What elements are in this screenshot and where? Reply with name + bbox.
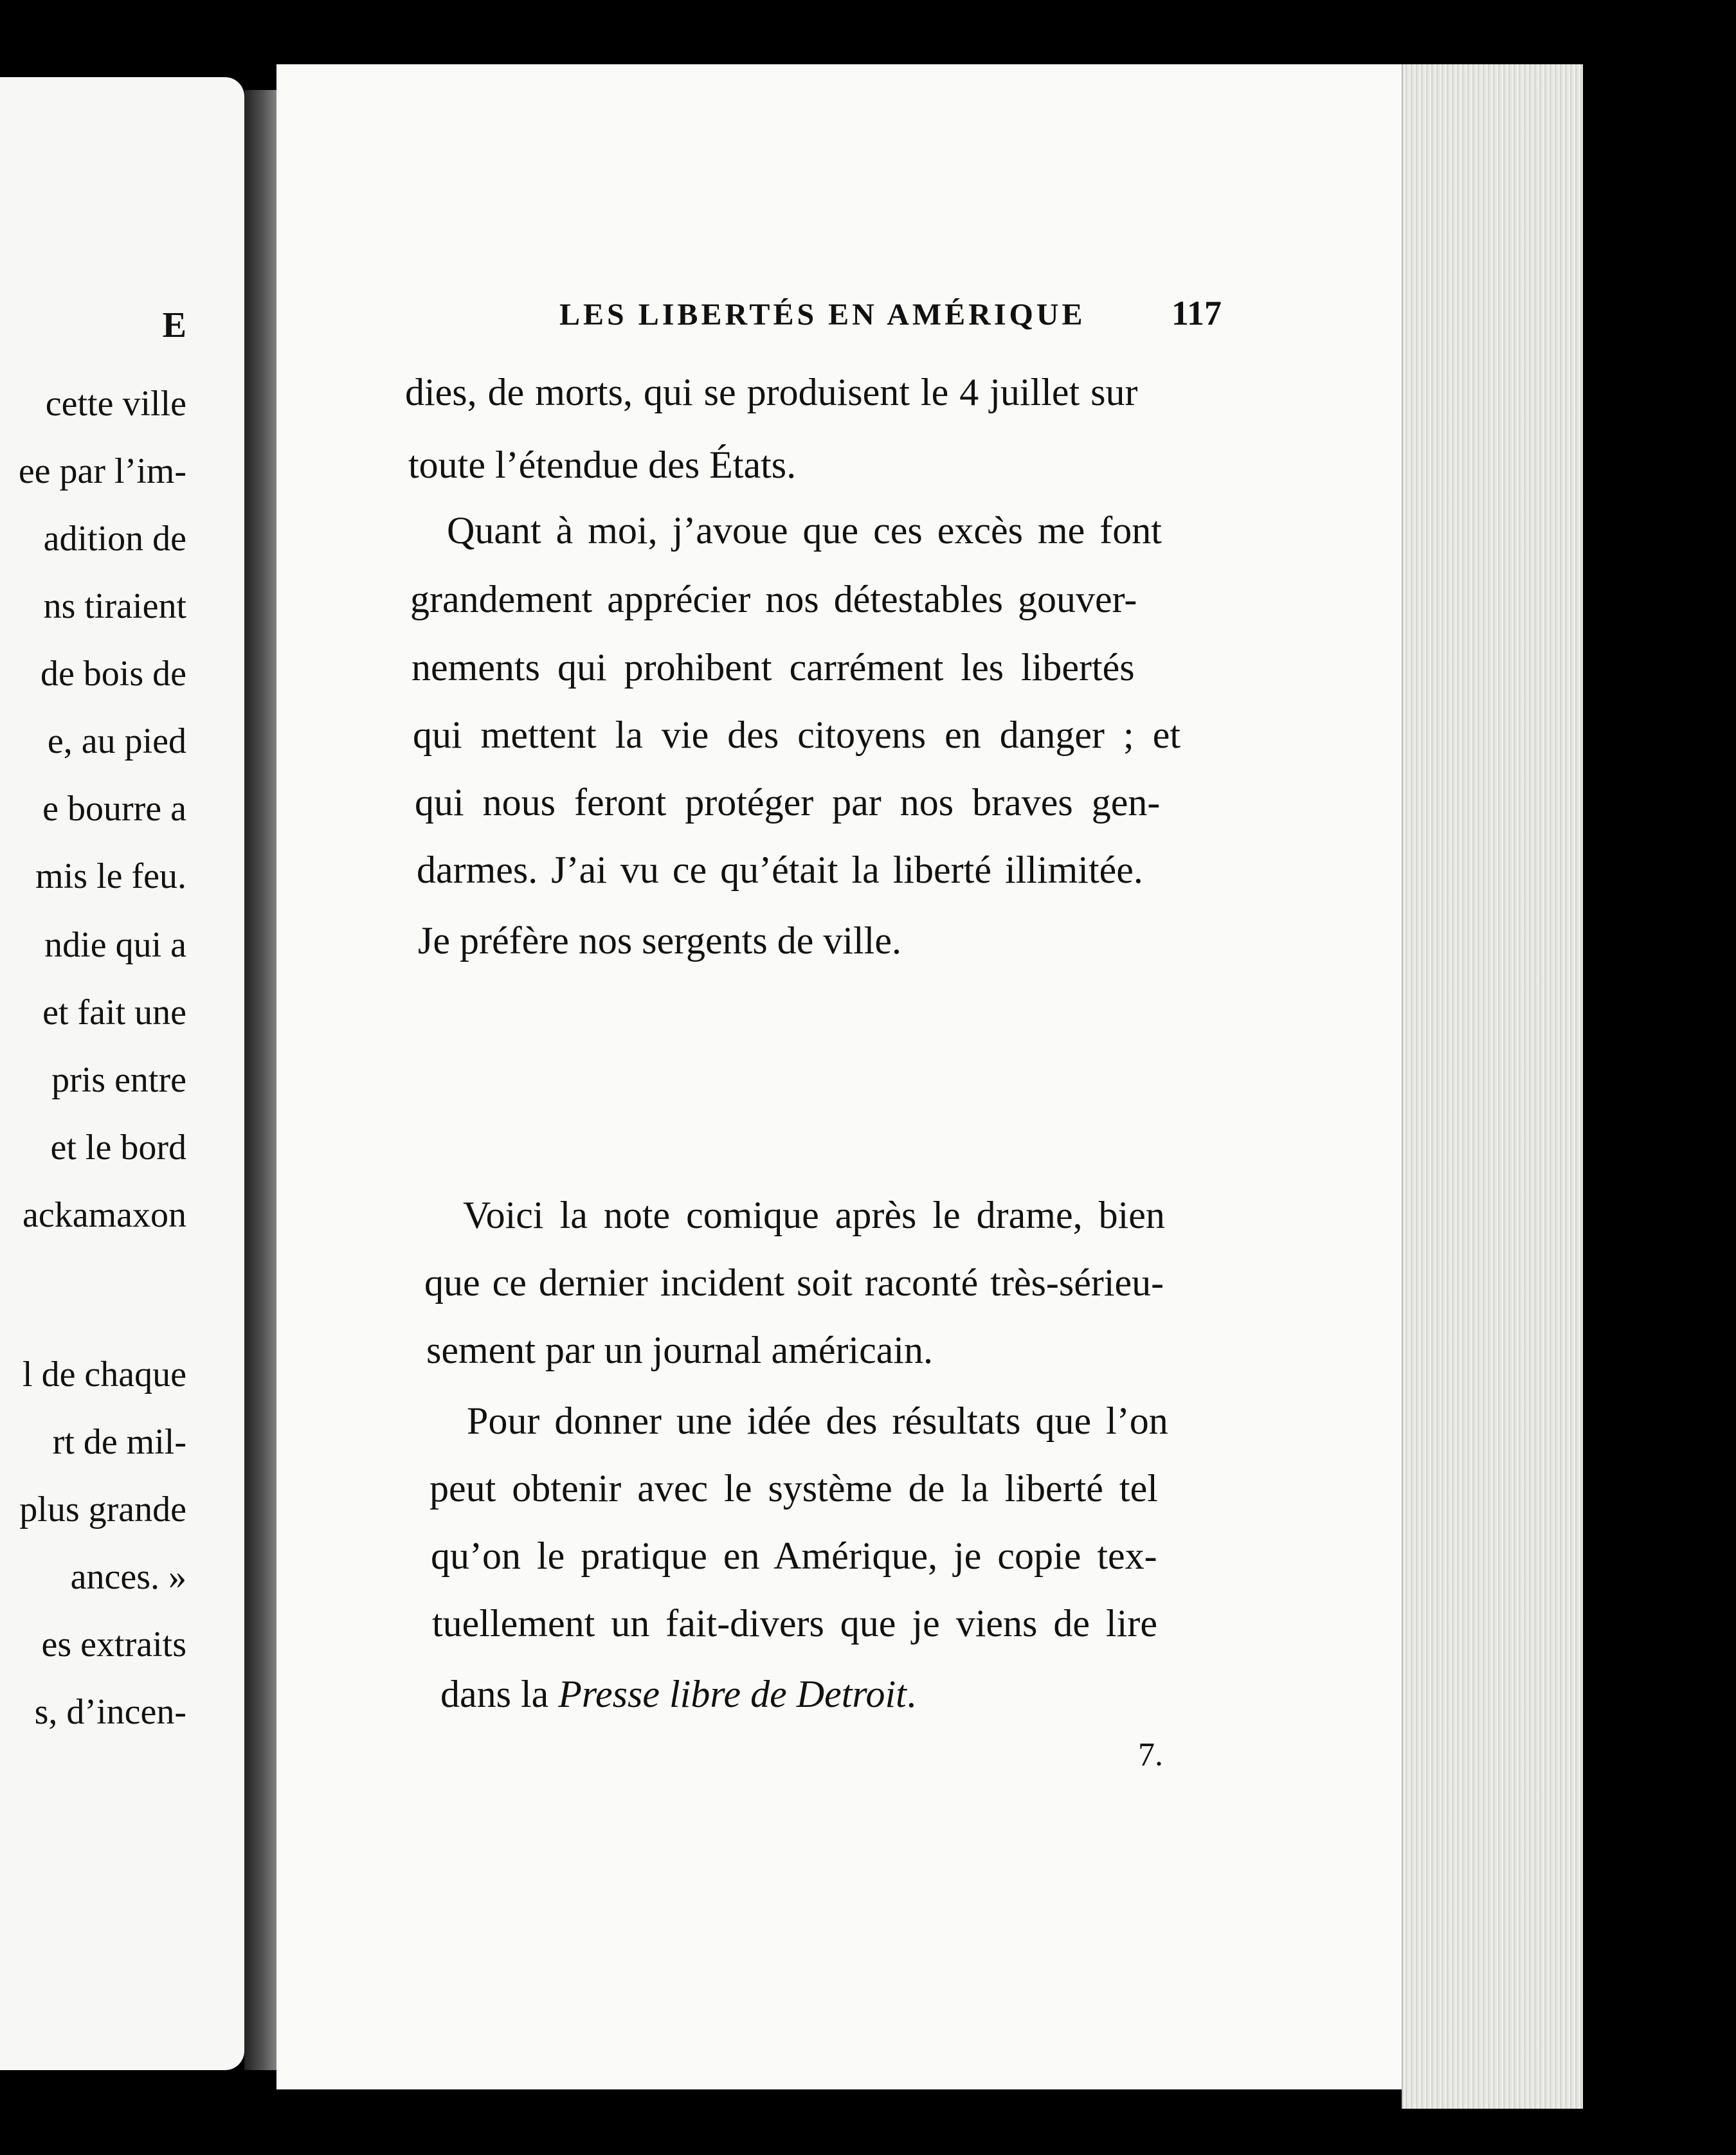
paragraph-line: Je préfère nos sergents de ville. bbox=[418, 919, 901, 962]
left-page-line: ee par l’im- bbox=[18, 451, 186, 491]
paragraph-line: toute l’étendue des États. bbox=[408, 444, 797, 486]
paragraph-line: grandement apprécier nos détestables gouver- bbox=[410, 578, 1137, 620]
paragraph-line: Pour donner une idée des résultats que l’on bbox=[467, 1400, 1168, 1442]
paragraph-line-punct: . bbox=[906, 1673, 916, 1715]
left-page-line: es extraits bbox=[41, 1625, 186, 1664]
newspaper-title: Presse libre de Detroit bbox=[558, 1673, 907, 1715]
paragraph-line bbox=[440, 1675, 916, 1713]
running-title: LES LIBERTÉS EN AMÉRIQUE bbox=[559, 298, 1086, 332]
paragraph-line: qui mettent la vie des citoyens en danger ; et bbox=[413, 714, 1180, 756]
paragraph-line: Voici la note comique après le drame, bien bbox=[463, 1194, 1165, 1236]
right-page bbox=[276, 64, 1415, 2089]
page-number: 117 bbox=[1171, 294, 1222, 332]
paragraph-line: Quant à moi, j’avoue que ces excès me font bbox=[447, 509, 1162, 552]
paragraph-line: que ce dernier incident soit raconté très-sérieu- bbox=[424, 1261, 1164, 1304]
left-page-line: cette ville bbox=[45, 384, 186, 424]
left-page-line: ances. » bbox=[70, 1557, 186, 1597]
paragraph-line: nements qui prohibent carrément les libertés bbox=[411, 646, 1135, 689]
left-page-line: de bois de bbox=[40, 654, 186, 694]
left-page-line: et le bord bbox=[50, 1128, 186, 1168]
left-page-line: ns tiraient bbox=[43, 586, 186, 626]
left-page-line: adition de bbox=[43, 519, 186, 559]
left-page-line: e bourre a bbox=[42, 789, 186, 829]
page-edges bbox=[1402, 64, 1583, 2109]
left-page-line: pris entre bbox=[51, 1060, 186, 1100]
left-page-line: ackamaxon bbox=[23, 1195, 186, 1235]
left-page-line: plus grande bbox=[19, 1490, 186, 1529]
paragraph-line: qui nous feront protéger par nos braves gen- bbox=[415, 781, 1161, 824]
left-page-line: rt de mil- bbox=[52, 1422, 186, 1462]
paragraph-line: darmes. J’ai vu ce qu’était la liberté illimitée. bbox=[417, 849, 1143, 891]
paragraph-line: peut obtenir avec le système de la liberté tel bbox=[429, 1467, 1158, 1510]
left-page-line: mis le feu. bbox=[35, 856, 186, 896]
paragraph-line: sement par un journal américain. bbox=[426, 1329, 934, 1371]
left-page-line: s, d’incen- bbox=[34, 1692, 186, 1732]
left-page-line: l de chaque bbox=[23, 1355, 186, 1394]
left-page-line: et fait une bbox=[42, 993, 186, 1032]
paragraph-line-text: dans la bbox=[440, 1673, 549, 1715]
left-page-line: e, au pied bbox=[47, 721, 186, 761]
paragraph-line: qu’on le pratique en Amérique, je copie tex- bbox=[431, 1535, 1157, 1577]
left-page bbox=[0, 77, 244, 2070]
signature-mark: 7. bbox=[1138, 1736, 1163, 1773]
paragraph-line: tuellement un fait-divers que je viens de lire bbox=[432, 1602, 1157, 1645]
paragraph-line: dies, de morts, qui se produisent le 4 juillet sur bbox=[405, 371, 1138, 413]
running-head bbox=[559, 294, 1222, 336]
left-page-line: E bbox=[162, 305, 186, 345]
left-page-line: ndie qui a bbox=[44, 925, 186, 965]
